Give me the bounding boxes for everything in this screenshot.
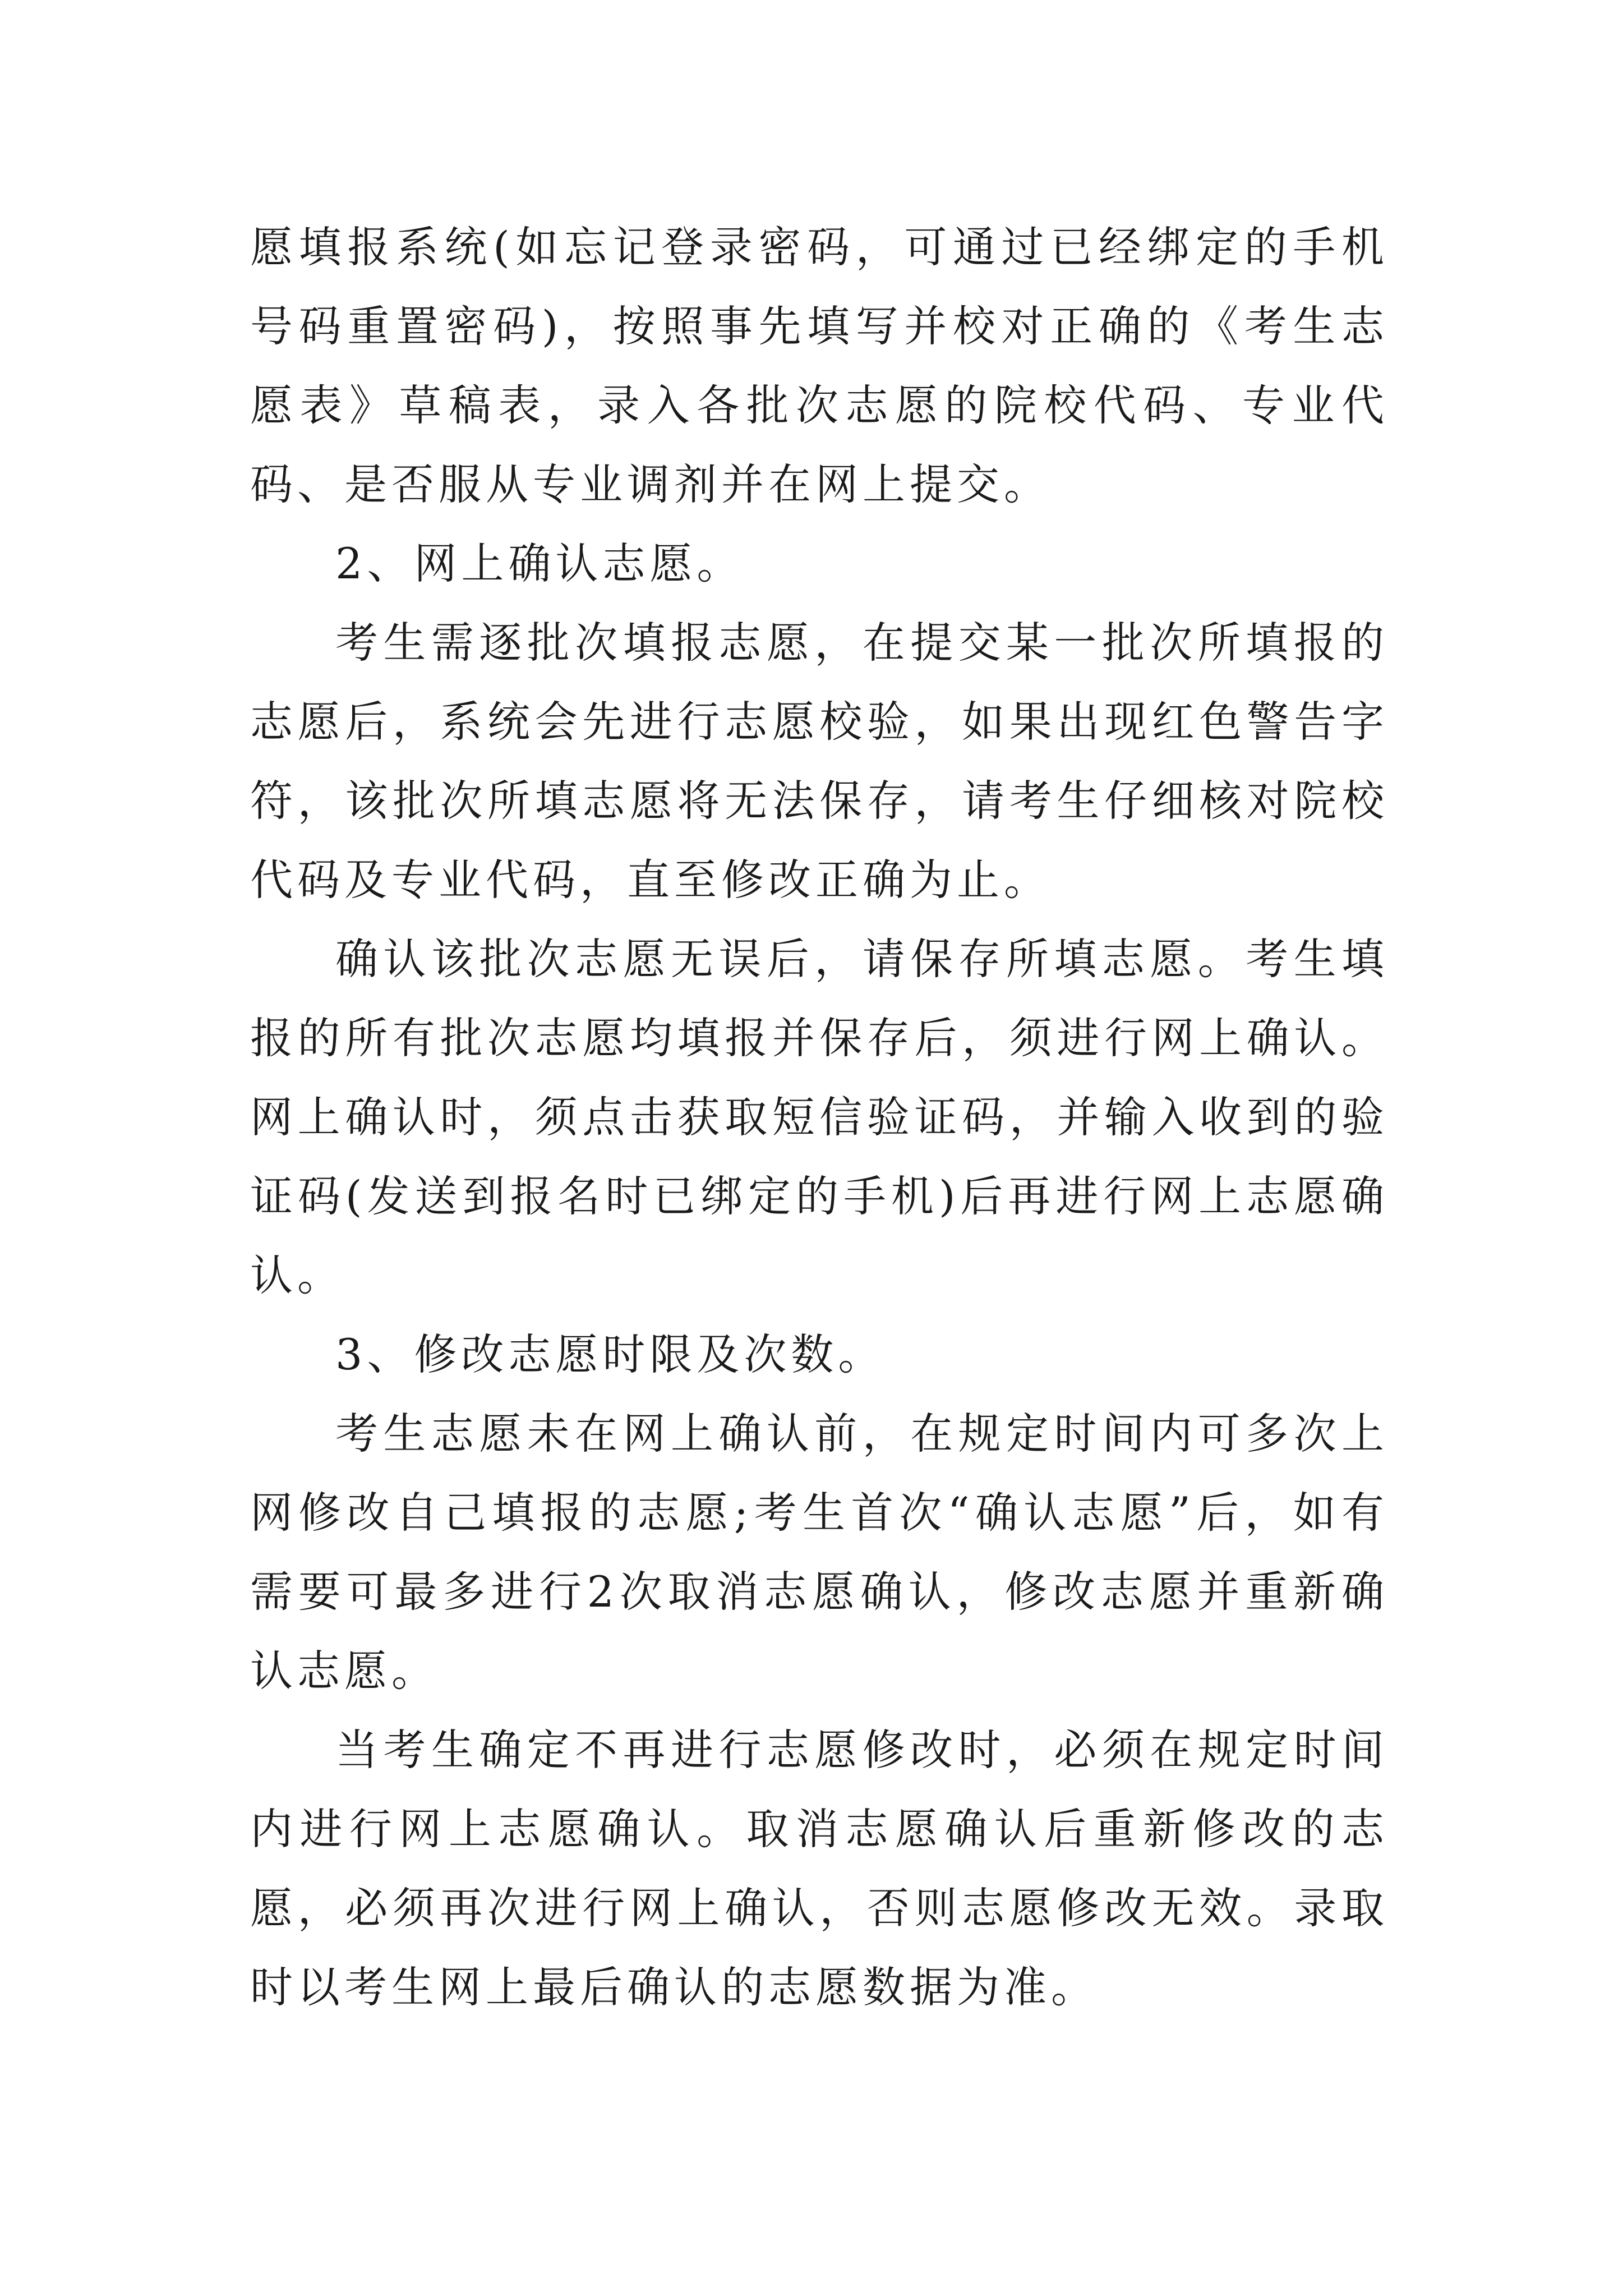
- document-body: [250, 208, 1389, 2027]
- section-heading-2: 2、网上确认志愿。: [335, 539, 744, 588]
- paragraph: 当考生确定不再进行志愿修改时，必须在规定时间内进行网上志愿确认。取消志愿确认后重新修改的志愿，必须再次进行网上确认，否则志愿修改无效。录取时以考生网上最后确认的志愿数据为准。: [250, 1725, 1389, 2012]
- paragraph: 考生志愿未在网上确认前，在规定时间内可多次上网修改自己填报的志愿;考生首次“确认志愿”后，如有需要可最多进行2次取消志愿确认，修改志愿并重新确认志愿。: [250, 1409, 1389, 1696]
- paragraph-continuation: 愿填报系统(如忘记登录密码，可通过已经绑定的手机号码重置密码)，按照事先填写并校对正确的《考生志愿表》草稿表，录入各批次志愿的院校代码、专业代码、是否服从专业调剂并在网上提交。: [250, 222, 1389, 509]
- paragraph: 考生需逐批次填报志愿，在提交某一批次所填报的志愿后，系统会先进行志愿校验，如果出现红色警告字符，该批次所填志愿将无法保存，请考生仔细核对院校代码及专业代码，直至修改正确为止。: [250, 618, 1389, 905]
- section-heading-3: 3、修改志愿时限及次数。: [335, 1329, 886, 1379]
- paragraph: 确认该批次志愿无误后，请保存所填志愿。考生填报的所有批次志愿均填报并保存后，须进行网上确认。网上确认时，须点击获取短信验证码，并输入收到的验证码(发送到报名时已绑定的手机)后再进行网上志愿确认。: [250, 934, 1389, 1300]
